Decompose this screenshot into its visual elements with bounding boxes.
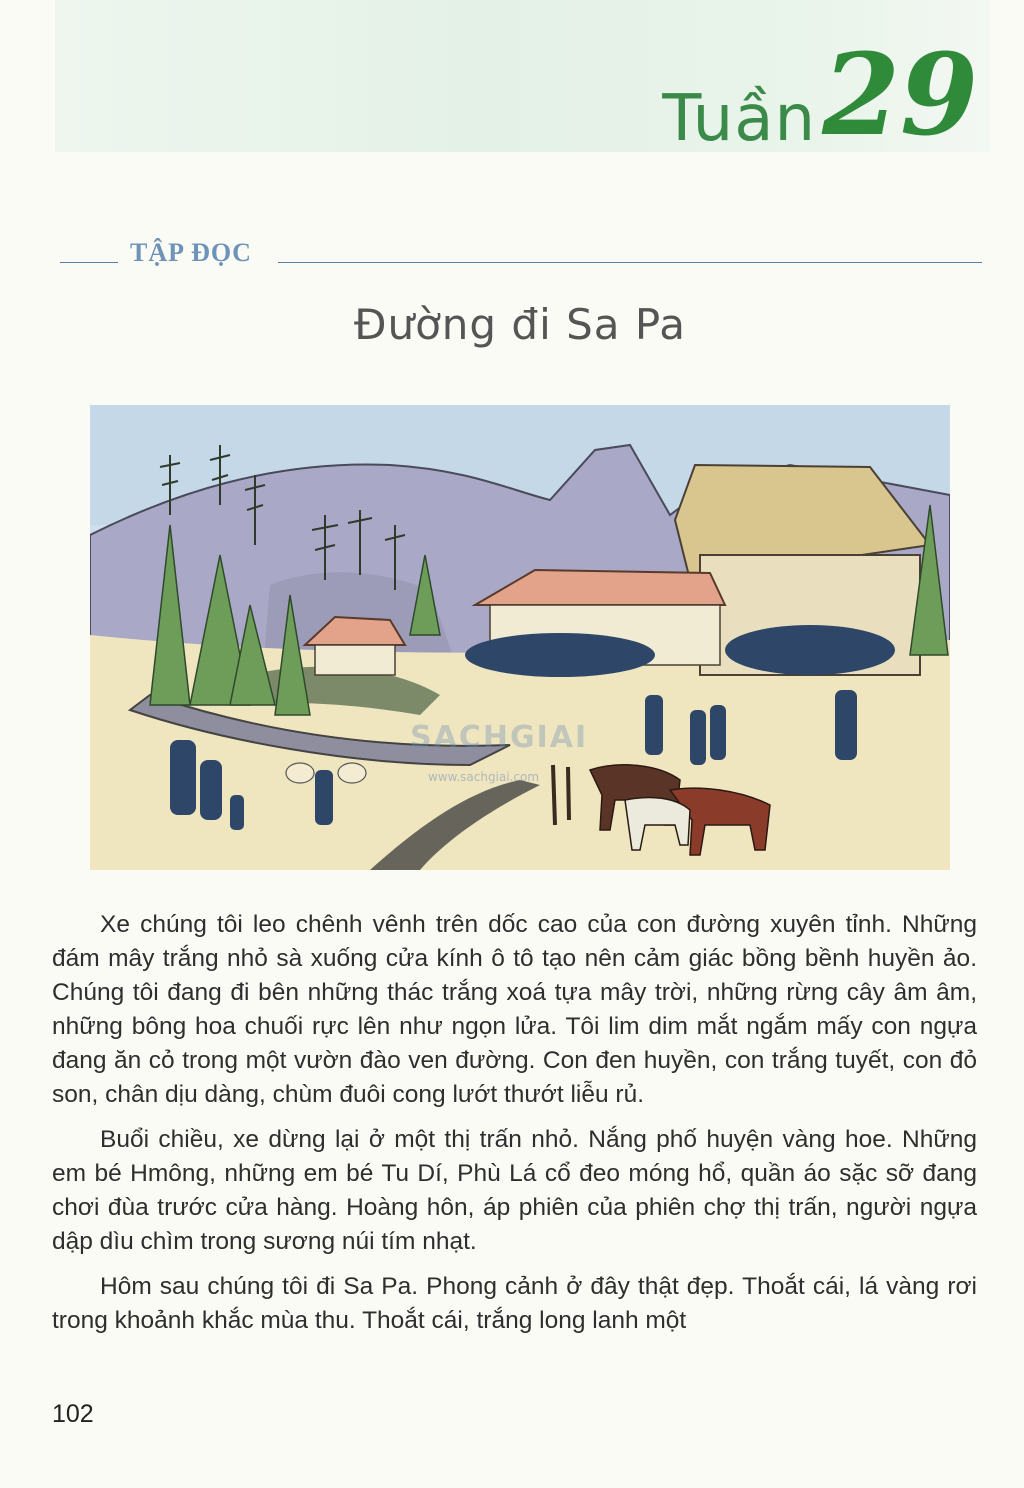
page-number: 102 [52,1400,94,1428]
section-heading [60,238,982,268]
watermark-url: www.sachgiai.com [428,770,540,784]
paragraph-1: Xe chúng tôi leo chênh vênh trên dốc cao của con đường xuyên tỉnh. Những đám mây trắng nhỏ sà xuống cửa kính ô tô tạo nên cảm giác bồng bềnh huyền ảo. Chúng tôi đang đi bên những thác trắng xoá tựa mây trời, những rừng cây âm âm, những bông hoa chuối rực lên như ngọn lửa. Tôi lim dim mắt ngắm mấy con ngựa đang ăn cỏ trong một vườn đào ven đường. Con đen huyền, con trắng tuyết, con đỏ son, chân dịu dàng, chùm đuôi cong lướt thướt liễu rủ. [52,911,977,1108]
section-rule-right [278,262,982,263]
lesson-title: Đường đi Sa Pa [353,300,687,349]
section-label: TẬP ĐỌC [130,238,252,267]
reading-passage [52,908,977,1349]
illustration-svg [90,405,950,870]
paragraph-2: Buổi chiều, xe dừng lại ở một thị trấn nhỏ. Nắng phố huyện vàng hoe. Những em bé Hmông, những em bé Tu Dí, Phù Lá cổ đeo móng hổ, quần áo sặc sỡ đang chơi đùa trước cửa hàng. Hoàng hôn, áp phiên của phiên chợ thị trấn, người ngựa dập dìu chìm trong sương núi tím nhạt. [52,1126,977,1255]
week-label: Tuần [662,82,816,156]
sapa-market-illustration [90,405,950,870]
watermark-logo: SACHGIAI [410,720,589,755]
week-number: 29 [822,30,978,161]
paragraph-3: Hôm sau chúng tôi đi Sa Pa. Phong cảnh ở đây thật đẹp. Thoắt cái, lá vàng rơi trong khoảnh khắc mùa thu. Thoắt cái, trắng long lanh một [52,1273,977,1334]
section-rule-left [60,262,118,263]
